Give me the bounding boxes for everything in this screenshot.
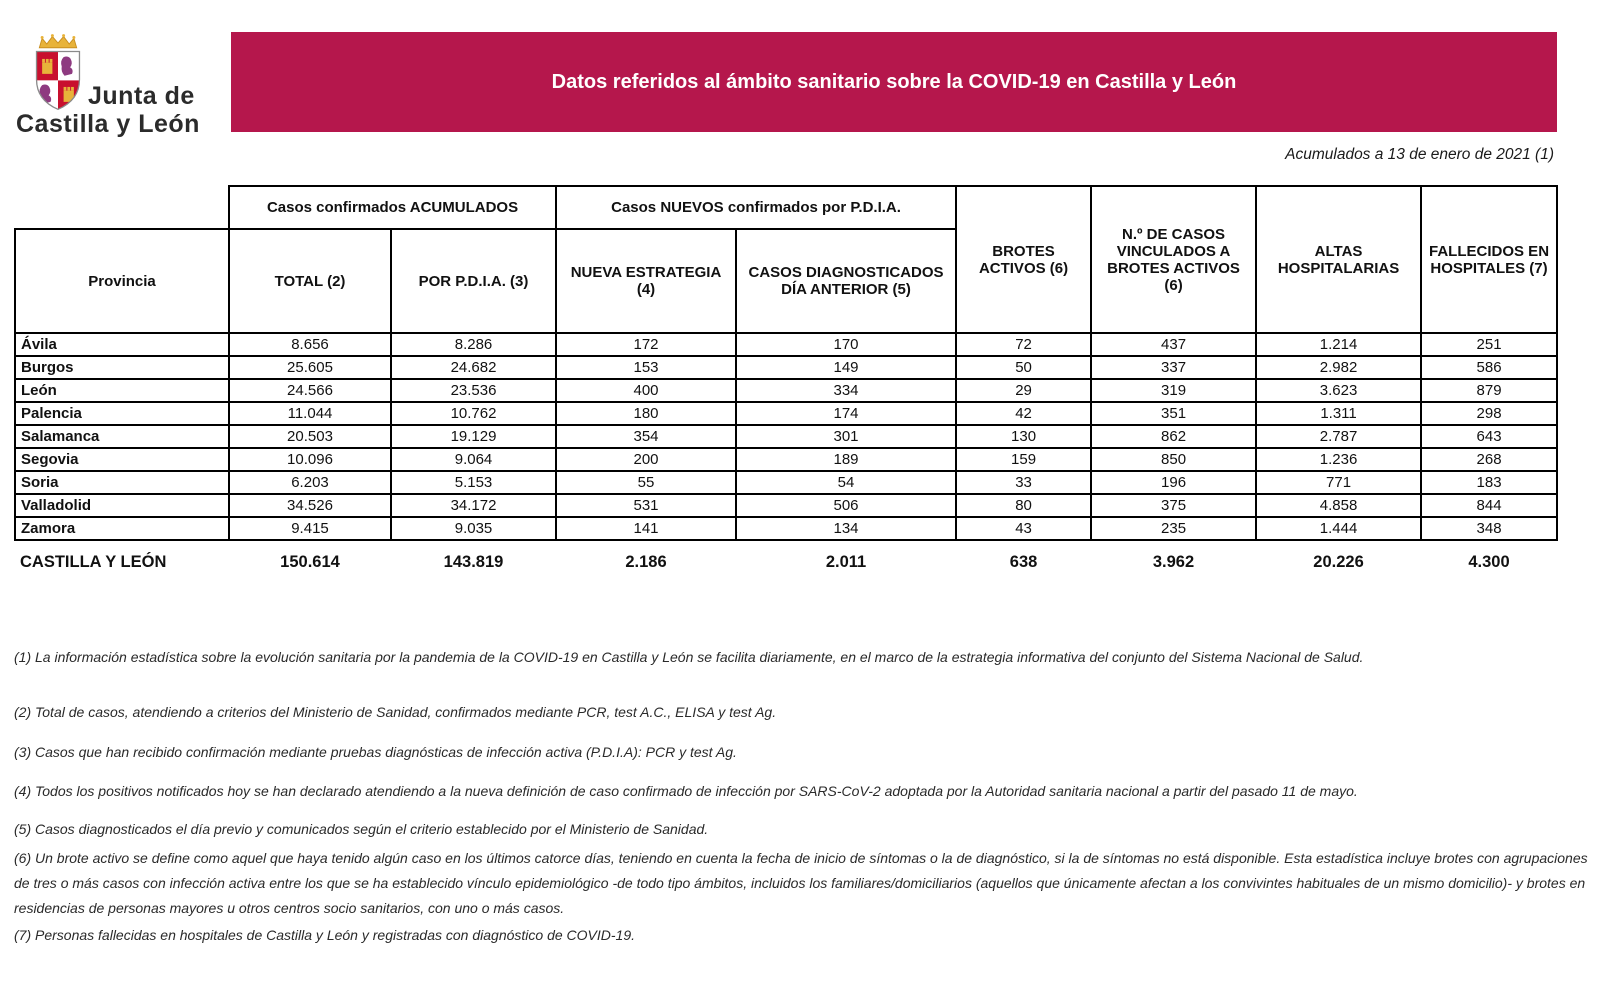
cell-fallecidos: 183: [1421, 471, 1557, 494]
table-row: [15, 402, 1557, 425]
cell-altas: 4.858: [1256, 494, 1421, 517]
cell-altas: 1.311: [1256, 402, 1421, 425]
cell-total-fallecidos: 4.300: [1468, 553, 1510, 571]
cell-por-pdia: 34.172: [391, 494, 556, 517]
cell-dia-anterior: 170: [736, 333, 956, 356]
cell-dia-anterior: 174: [736, 402, 956, 425]
cell-vinculados: 196: [1091, 471, 1256, 494]
cell-total: 11.044: [229, 402, 391, 425]
footnote-7: (7) Personas fallecidas en hospitales de Castilla y León y registradas con diagnóstico de COVID-19.: [14, 927, 635, 943]
ghost-cell: [15, 186, 229, 229]
cell-vinculados: 337: [1091, 356, 1256, 379]
cell-vinculados: 437: [1091, 333, 1256, 356]
col-header-provincia: Provincia: [15, 229, 229, 333]
cell-total-dia-anterior: 2.011: [825, 553, 867, 571]
cell-fallecidos: 844: [1421, 494, 1557, 517]
cell-por-pdia: 8.286: [391, 333, 556, 356]
cell-total-nueva-estrategia: 2.186: [625, 553, 667, 571]
cell-fallecidos: 251: [1421, 333, 1557, 356]
cell-total: 20.503: [229, 425, 391, 448]
cell-altas: 2.982: [1256, 356, 1421, 379]
cell-dia-anterior: 149: [736, 356, 956, 379]
cell-fallecidos: 643: [1421, 425, 1557, 448]
cell-por-pdia: 24.682: [391, 356, 556, 379]
cell-altas: 1.214: [1256, 333, 1421, 356]
cell-nueva-estrategia: 172: [556, 333, 736, 356]
cell-total: 10.096: [229, 448, 391, 471]
col-header-nueva-estrategia: NUEVA ESTRATEGIA (4): [556, 229, 736, 333]
cell-nueva-estrategia: 153: [556, 356, 736, 379]
cell-dia-anterior: 334: [736, 379, 956, 402]
coat-of-arms-icon: [30, 32, 86, 112]
title-banner: [231, 32, 1557, 132]
cell-total: 24.566: [229, 379, 391, 402]
cell-total-total: 150.614: [280, 553, 340, 571]
cell-dia-anterior: 189: [736, 448, 956, 471]
cell-por-pdia: 10.762: [391, 402, 556, 425]
col-header-fallecidos: FALLECIDOS EN HOSPITALES (7): [1421, 186, 1557, 333]
group-header-row: [15, 186, 1557, 229]
cell-por-pdia: 5.153: [391, 471, 556, 494]
footnote-5: (5) Casos diagnosticados el día previo y comunicados según el criterio establecido por el Ministerio de Sanidad.: [14, 821, 709, 837]
footnote-6: (6) Un brote activo se define como aquel que haya tenido algún caso en los últimos catorce días, teniendo en cuenta la fecha de inicio de síntomas o la de diagnóstico, si la de síntomas no está disponible. Esta estadística incluye brotes con agrupaciones de tres o más casos con infección activa entre los que se ha establecido vínculo epidemiológico -de todo tipo ámbitos, incluidos los familiares/domiciliarios (aquellos que únicamente afectan a los convivintes habituales de un mismo domicilio)- y brotes en residencias de personas mayores u otros centros socio sanitarios, con uno o más casos.: [14, 850, 1588, 916]
cell-dia-anterior: 301: [736, 425, 956, 448]
table-row: [15, 471, 1557, 494]
table-row: [15, 425, 1557, 448]
cell-vinculados: 319: [1091, 379, 1256, 402]
table-row: [15, 517, 1557, 540]
junta-logo: [16, 30, 226, 140]
cell-provincia: Ávila: [15, 333, 229, 356]
cell-brotes: 43: [956, 517, 1091, 540]
cell-total-por-pdia: 143.819: [443, 553, 504, 571]
cell-fallecidos: 348: [1421, 517, 1557, 540]
cell-dia-anterior: 134: [736, 517, 956, 540]
cell-dia-anterior: 506: [736, 494, 956, 517]
cell-nueva-estrategia: 55: [556, 471, 736, 494]
group-header-accumulated: Casos confirmados ACUMULADOS: [229, 186, 556, 229]
cell-brotes: 29: [956, 379, 1091, 402]
logo-text-line2: Castilla y León: [16, 110, 200, 138]
cell-fallecidos: 298: [1421, 402, 1557, 425]
cell-vinculados: 235: [1091, 517, 1256, 540]
cell-total-brotes: 638: [1009, 553, 1038, 571]
footnote-4: (4) Todos los positivos notificados hoy se han declarado atendiendo a la nueva definición de caso confirmado de infección por SARS-CoV-2 adoptada por la Autoridad sanitaria nacional a partir del pasado 11 de mayo.: [14, 783, 1358, 799]
cell-total-altas: 20.226: [1313, 553, 1364, 571]
cell-por-pdia: 23.536: [391, 379, 556, 402]
cell-provincia: Soria: [15, 471, 229, 494]
cell-nueva-estrategia: 180: [556, 402, 736, 425]
cell-vinculados: 351: [1091, 402, 1256, 425]
cell-por-pdia: 19.129: [391, 425, 556, 448]
group-header-new-pdia: Casos NUEVOS confirmados por P.D.I.A.: [556, 186, 956, 229]
cell-provincia: León: [15, 379, 229, 402]
logo-text-line1: Junta de: [88, 82, 195, 110]
cell-provincia: Burgos: [15, 356, 229, 379]
col-header-por-pdia: POR P.D.I.A. (3): [391, 229, 556, 333]
cell-altas: 2.787: [1256, 425, 1421, 448]
cell-brotes: 72: [956, 333, 1091, 356]
cell-total-provincia: CASTILLA Y LEÓN: [20, 553, 167, 571]
col-header-brotes-activos: BROTES ACTIVOS (6): [956, 186, 1091, 333]
cell-vinculados: 862: [1091, 425, 1256, 448]
table-row: [15, 494, 1557, 517]
covid-data-table: [14, 185, 1558, 574]
cell-fallecidos: 879: [1421, 379, 1557, 402]
cell-brotes: 42: [956, 402, 1091, 425]
cell-altas: 771: [1256, 471, 1421, 494]
footnote-3: (3) Casos que han recibido confirmación mediante pruebas diagnósticas de infección activa (P.D.I.A): PCR y test Ag.: [14, 744, 737, 760]
cell-total: 9.415: [229, 517, 391, 540]
col-header-total: TOTAL (2): [229, 229, 391, 333]
table-row: [15, 379, 1557, 402]
cell-por-pdia: 9.064: [391, 448, 556, 471]
cell-provincia: Salamanca: [15, 425, 229, 448]
cell-nueva-estrategia: 354: [556, 425, 736, 448]
cell-por-pdia: 9.035: [391, 517, 556, 540]
cell-fallecidos: 268: [1421, 448, 1557, 471]
table-row: [15, 356, 1557, 379]
col-header-altas: ALTAS HOSPITALARIAS: [1256, 186, 1421, 333]
cell-total: 8.656: [229, 333, 391, 356]
cell-nueva-estrategia: 400: [556, 379, 736, 402]
cell-nueva-estrategia: 141: [556, 517, 736, 540]
cell-total: 25.605: [229, 356, 391, 379]
cell-brotes: 33: [956, 471, 1091, 494]
cell-brotes: 130: [956, 425, 1091, 448]
col-header-casos-diagnosticados: CASOS DIAGNOSTICADOS DÍA ANTERIOR (5): [736, 229, 956, 333]
col-header-casos-vinculados: N.º DE CASOS VINCULADOS A BROTES ACTIVOS (6): [1091, 186, 1256, 333]
table-row: [15, 448, 1557, 471]
cell-altas: 3.623: [1256, 379, 1421, 402]
table-row: [15, 333, 1557, 356]
cell-total: 6.203: [229, 471, 391, 494]
cell-nueva-estrategia: 200: [556, 448, 736, 471]
cell-provincia: Palencia: [15, 402, 229, 425]
cell-brotes: 159: [956, 448, 1091, 471]
cell-brotes: 80: [956, 494, 1091, 517]
cell-provincia: Segovia: [15, 448, 229, 471]
cell-altas: 1.444: [1256, 517, 1421, 540]
cell-provincia: Valladolid: [15, 494, 229, 517]
cell-fallecidos: 586: [1421, 356, 1557, 379]
cell-brotes: 50: [956, 356, 1091, 379]
cell-nueva-estrategia: 531: [556, 494, 736, 517]
cell-provincia: Zamora: [15, 517, 229, 540]
cell-total: 34.526: [229, 494, 391, 517]
total-row: [15, 540, 1557, 574]
cell-vinculados: 850: [1091, 448, 1256, 471]
page-title: Datos referidos al ámbito sanitario sobre la COVID-19 en Castilla y León: [551, 70, 1237, 93]
cell-dia-anterior: 54: [736, 471, 956, 494]
date-note: Acumulados a 13 de enero de 2021 (1): [1285, 146, 1554, 163]
cell-altas: 1.236: [1256, 448, 1421, 471]
cell-vinculados: 375: [1091, 494, 1256, 517]
footnote-2: (2) Total de casos, atendiendo a criterios del Ministerio de Sanidad, confirmados mediante PCR, test A.C., ELISA y test Ag.: [14, 704, 777, 720]
footnote-1: (1) La información estadística sobre la evolución sanitaria por la pandemia de la COVID-19 en Castilla y León se facilita diariamente, en el marco de la estrategia informativa del conjunto del Sistema Nacional de Salud.: [14, 649, 1364, 665]
cell-total-vinculados: 3.962: [1152, 553, 1195, 571]
